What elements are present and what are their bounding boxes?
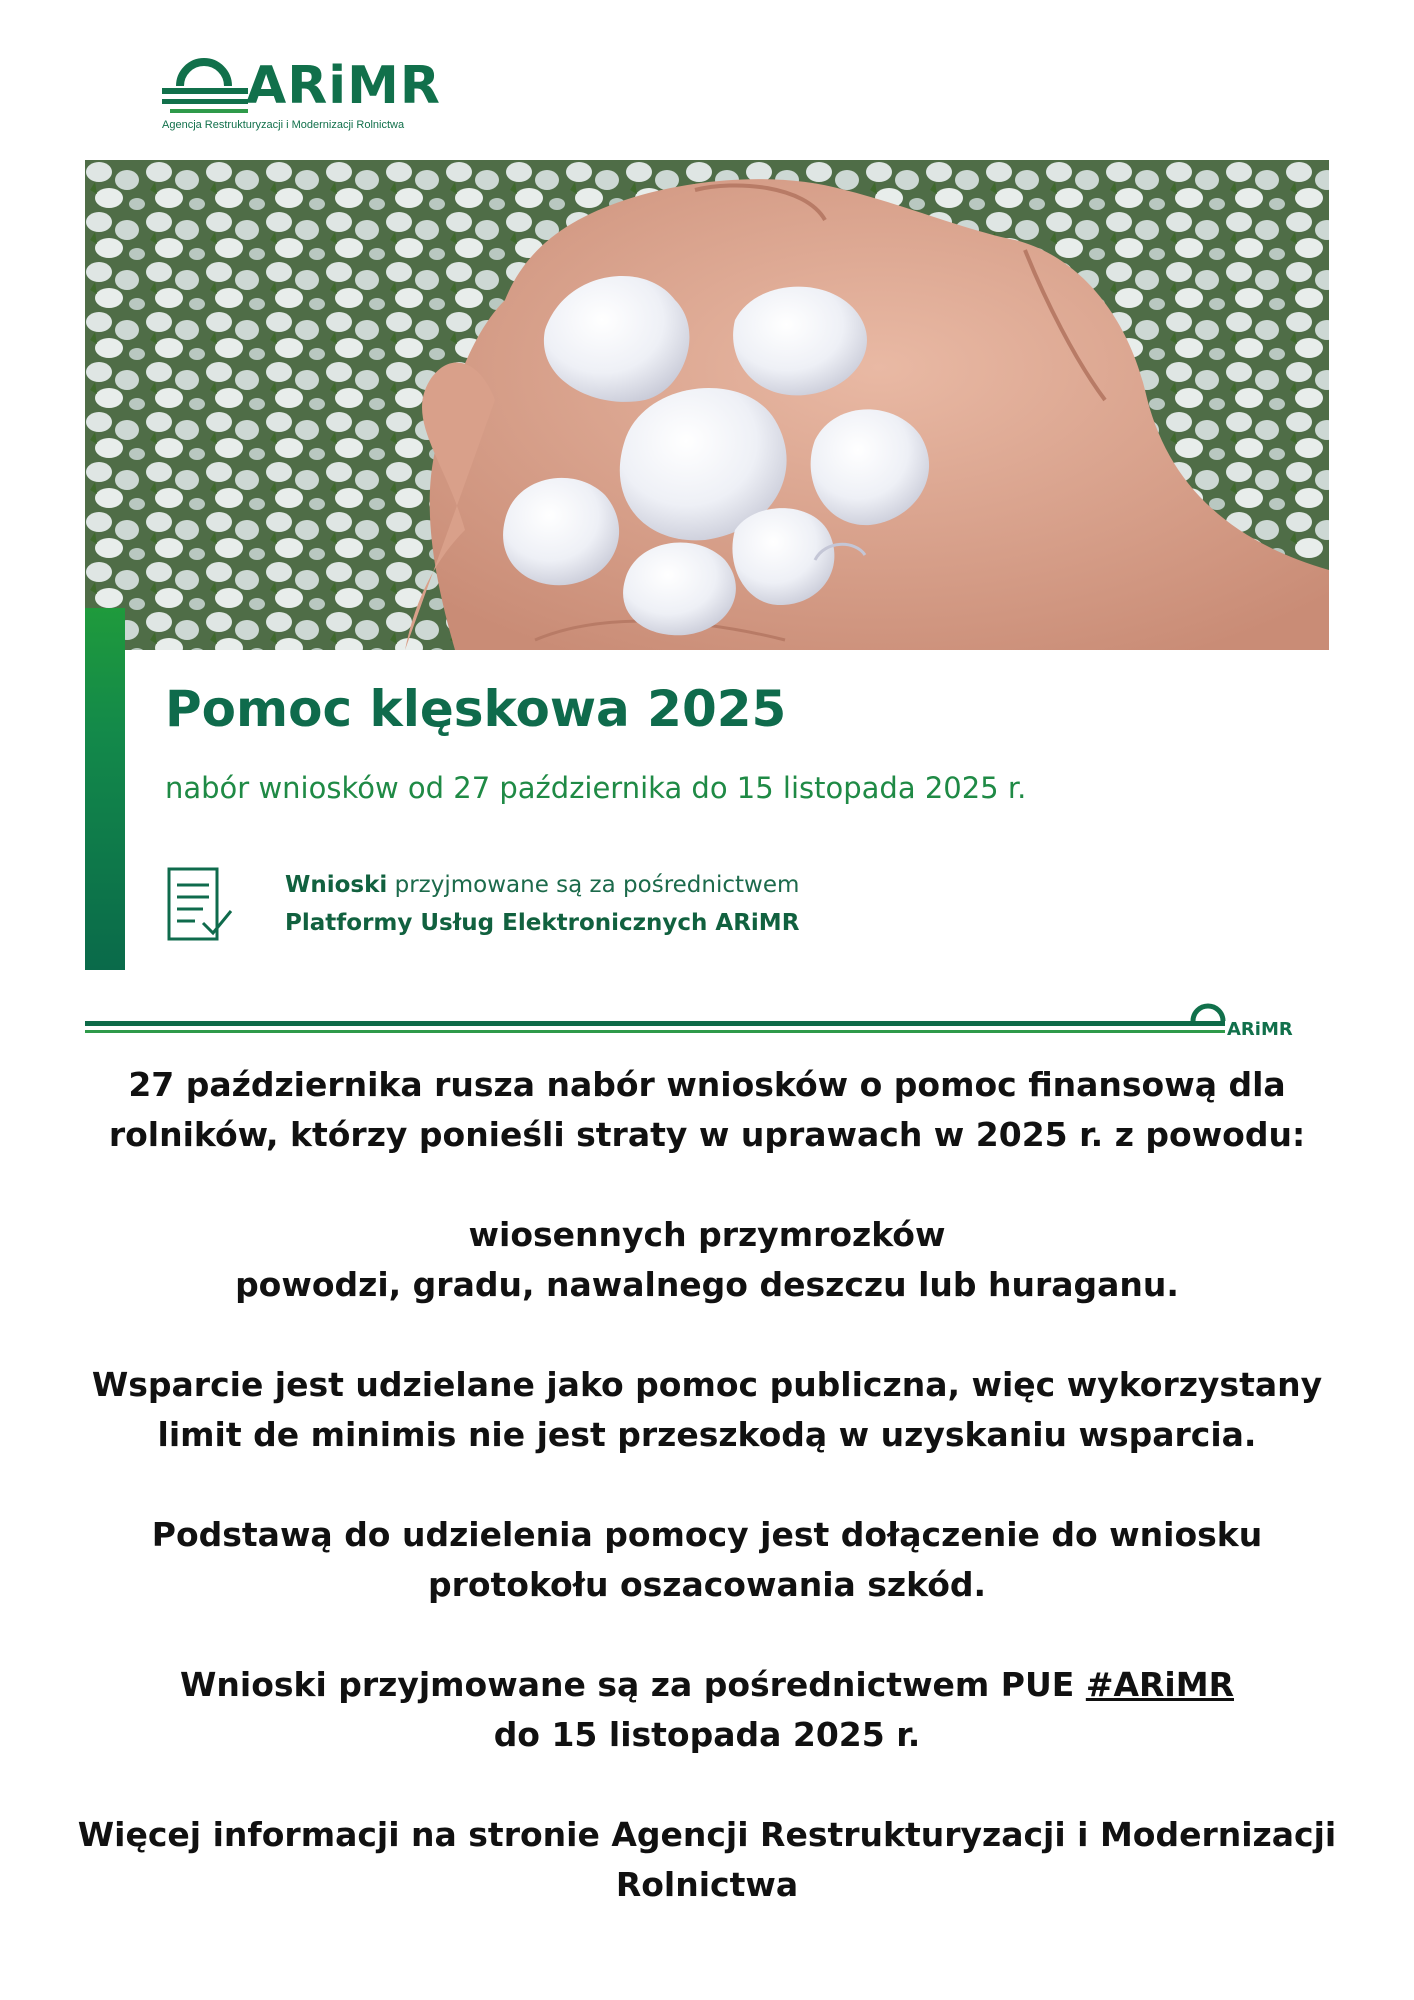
banner-info-line2: Platformy Usług Elektronicznych ARiMR	[285, 910, 800, 936]
intro-line1: 27 października rusza nabór wniosków o pomoc finansową dla	[128, 1065, 1286, 1104]
hailstones-photo	[85, 160, 1329, 650]
cause-item-1: wiosennych przymrozków	[468, 1215, 946, 1254]
basis-line2: protokołu oszacowania szkód.	[427, 1565, 987, 1604]
banner-subtitle: nabór wniosków od 27 października do 15 listopada 2025 r.	[165, 771, 1027, 805]
banner-accent-bar	[85, 608, 125, 970]
arimr-hashtag-link[interactable]: #ARiMR	[1085, 1665, 1234, 1704]
announcement-body	[40, 1060, 1374, 1910]
applications-line1: Wnioski przyjmowane są za pośrednictwem PUE #ARiMR	[179, 1665, 1234, 1704]
footer-logo	[1185, 997, 1315, 1043]
banner	[85, 160, 1329, 970]
logo-name: ARiMR	[246, 56, 441, 116]
cause-item-2: powodzi, gradu, nawalnego deszczu lub huraganu.	[235, 1265, 1179, 1304]
intro-line2: rolników, którzy ponieśli straty w uprawach w 2025 r. z powodu:	[108, 1115, 1306, 1154]
more-info-line2: Rolnictwa	[615, 1865, 799, 1904]
section-divider	[85, 1021, 1225, 1035]
arimr-logo	[162, 56, 462, 136]
banner-title: Pomoc klęskowa 2025	[165, 680, 787, 738]
logo-subtitle: Agencja Restrukturyzacji i Modernizacji Rolnictwa	[162, 119, 405, 131]
basis-line1: Podstawą do udzielenia pomocy jest dołączenie do wniosku	[151, 1515, 1263, 1554]
support-line1: Wsparcie jest udzielane jako pomoc publiczna, więc wykorzystany	[91, 1365, 1323, 1404]
support-line2: limit de minimis nie jest przeszkodą w uzyskaniu wsparcia.	[157, 1415, 1257, 1454]
arimr-small-logo-icon	[1185, 997, 1231, 1037]
footer-logo-name: ARiMR	[1227, 1019, 1293, 1040]
document-check-icon	[165, 865, 237, 945]
more-info-line1: Więcej informacji na stronie Agencji Restrukturyzacji i Modernizacji	[77, 1815, 1337, 1854]
banner-info-line1: Wnioski przyjmowane są za pośrednictwem	[285, 872, 800, 898]
applications-line2: do 15 listopada 2025 r.	[493, 1715, 921, 1754]
arimr-logo-icon	[162, 56, 248, 116]
